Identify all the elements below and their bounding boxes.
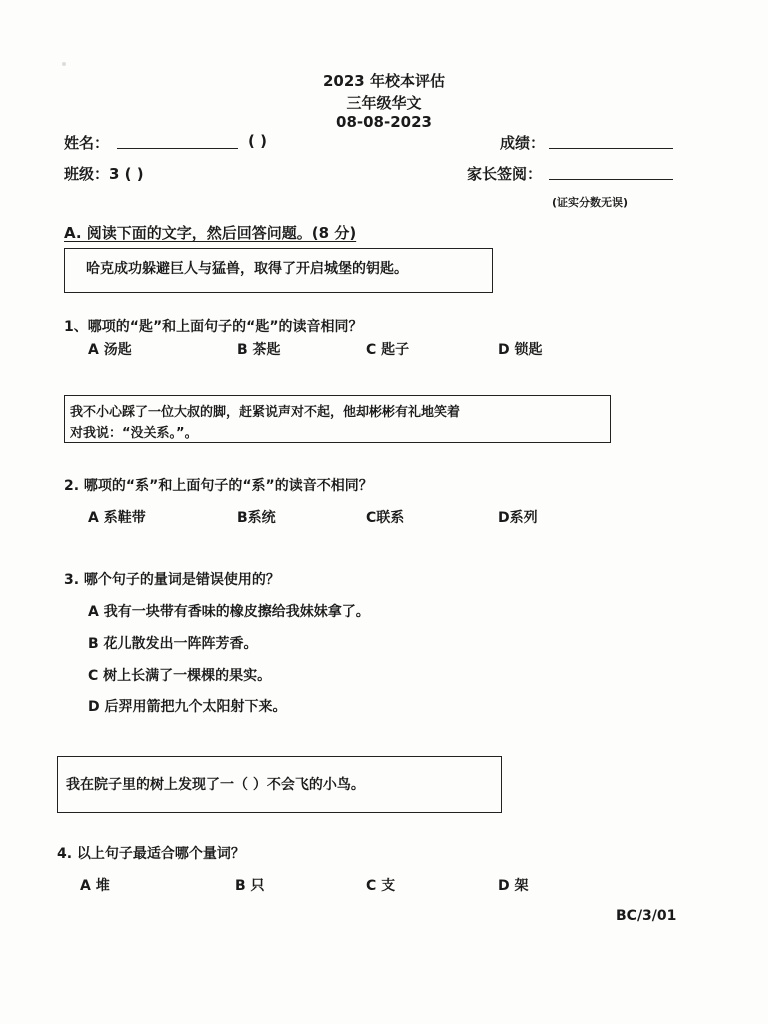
q3-option-d: D 后羿用箭把九个太阳射下来。 bbox=[88, 699, 287, 715]
score-blank bbox=[549, 148, 673, 149]
passage-2-line-2: 对我说：“没关系。”。 bbox=[70, 426, 198, 441]
exam-title: 2023 年校本评估 bbox=[323, 72, 445, 90]
exam-date: 08-08-2023 bbox=[336, 113, 432, 131]
q1-option-d: D 锁匙 bbox=[498, 342, 543, 358]
scan-speck bbox=[62, 62, 66, 66]
passage-2-line-1: 我不小心踩了一位大叔的脚，赶紧说声对不起，他却彬彬有礼地笑着 bbox=[70, 405, 461, 420]
question-4: 4. 以上句子最适合哪个量词？ bbox=[57, 846, 245, 862]
name-label: 姓名： bbox=[64, 134, 110, 152]
q3-option-a: A 我有一块带有香味的橡皮擦给我妹妹拿了。 bbox=[88, 604, 370, 620]
parent-signature-blank bbox=[549, 179, 673, 180]
score-verify-note: (证实分数无误) bbox=[552, 196, 629, 209]
q4-option-d: D 架 bbox=[498, 878, 529, 894]
name-blank bbox=[117, 148, 238, 149]
name-index-paren: ( ) bbox=[248, 132, 267, 150]
parent-signature-label: 家长签阅： bbox=[467, 165, 543, 183]
section-a-title: A. 阅读下面的文字，然后回答问题。(8 分) bbox=[64, 224, 357, 242]
question-2: 2. 哪项的“系”和上面句子的“系”的读音不相同？ bbox=[64, 478, 373, 494]
q2-option-d: D系列 bbox=[498, 510, 538, 526]
passage-1-text: 哈克成功躲避巨人与猛兽，取得了开启城堡的钥匙。 bbox=[86, 261, 408, 277]
q2-option-a: A 系鞋带 bbox=[88, 510, 146, 526]
q1-option-a: A 汤匙 bbox=[88, 342, 132, 358]
q1-option-b: B 茶匙 bbox=[237, 342, 281, 358]
q4-option-a: A 堆 bbox=[80, 878, 110, 894]
score-label: 成绩： bbox=[500, 134, 546, 152]
q3-option-b: B 花儿散发出一阵阵芳香。 bbox=[88, 636, 258, 652]
q1-option-c: C 匙子 bbox=[366, 342, 410, 358]
passage-3-text: 我在院子里的树上发现了一（ ）不会飞的小鸟。 bbox=[66, 777, 365, 793]
exam-subject: 三年级华文 bbox=[346, 94, 422, 112]
page-code: BC/3/01 bbox=[616, 908, 677, 924]
q3-option-c: C 树上长满了一棵棵的果实。 bbox=[88, 668, 272, 684]
q2-option-b: B系统 bbox=[237, 510, 276, 526]
q2-option-c: C联系 bbox=[366, 510, 405, 526]
class-label: 班级：3 ( ) bbox=[64, 165, 144, 183]
q4-option-b: B 只 bbox=[235, 878, 265, 894]
question-3: 3. 哪个句子的量词是错误使用的？ bbox=[64, 572, 280, 588]
question-1: 1、哪项的“匙”和上面句子的“匙”的读音相同？ bbox=[64, 319, 363, 335]
q4-option-c: C 支 bbox=[366, 878, 396, 894]
